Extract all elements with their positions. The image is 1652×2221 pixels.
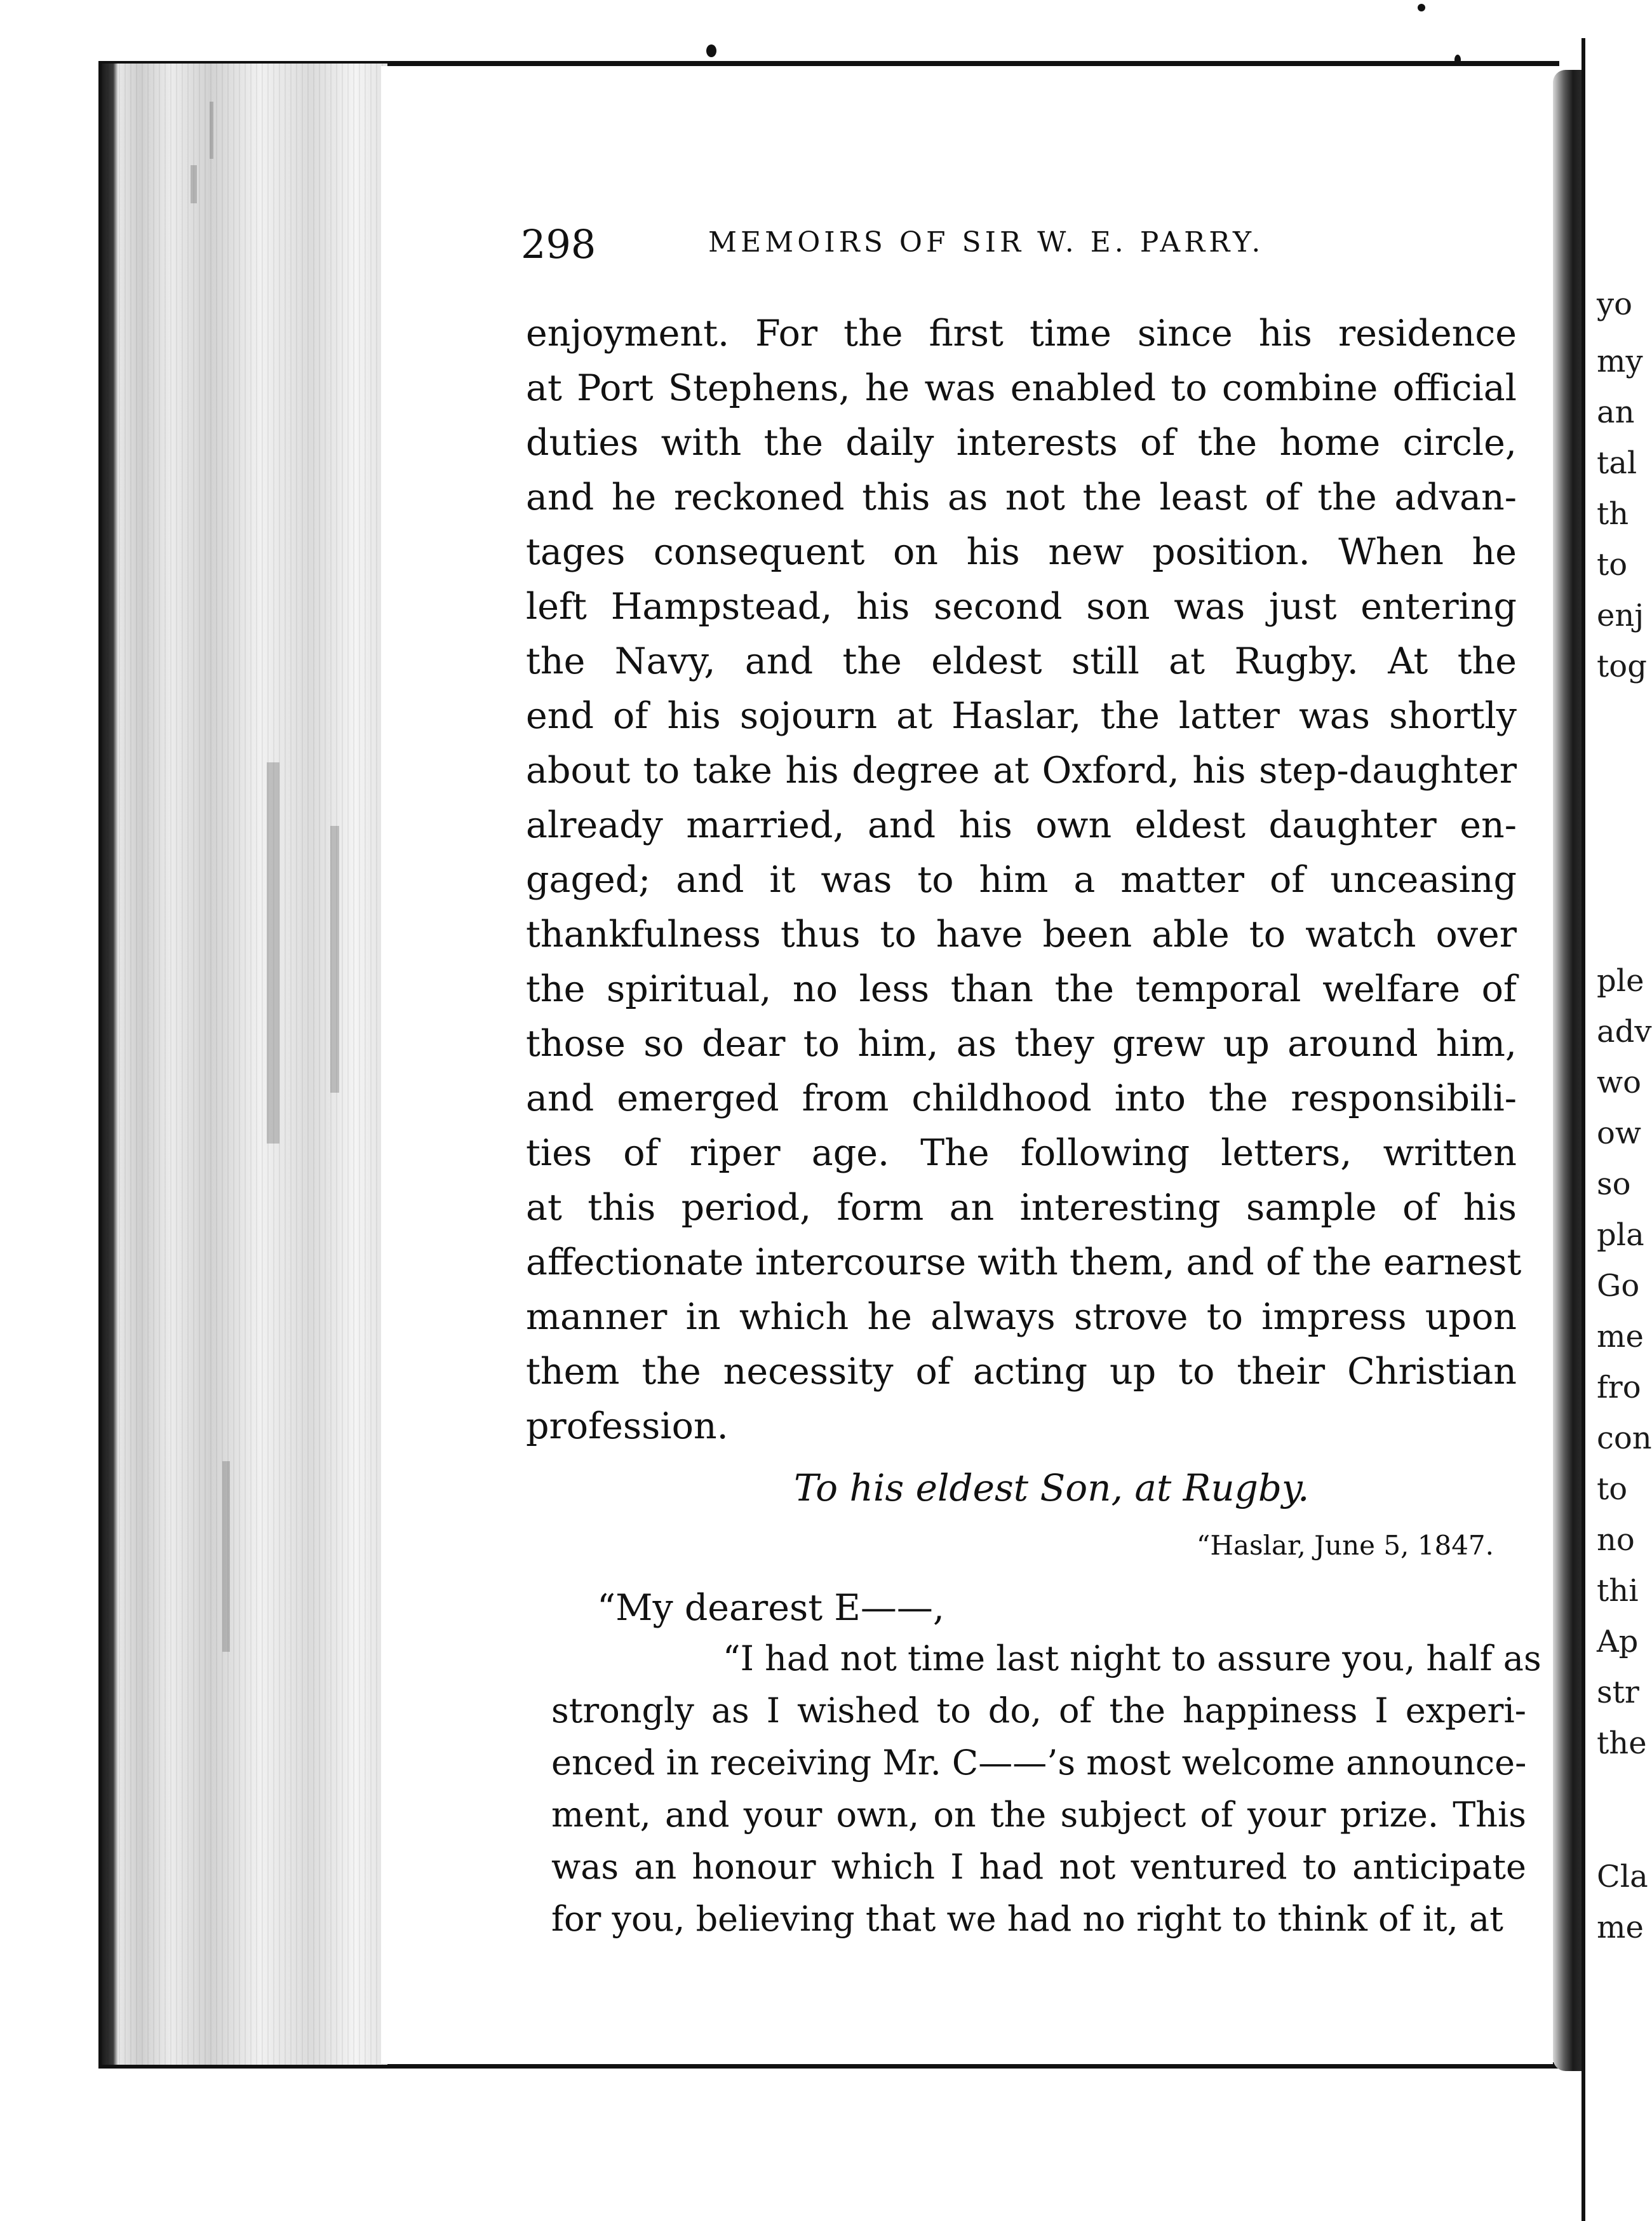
page-edge-mark [191, 165, 197, 203]
letter-line: “I had not time last night to assure you, half as [723, 1638, 1541, 1678]
text-line: the Navy, and the eldest still at Rugby. At the [526, 640, 1517, 682]
facing-page-text: no [1597, 1522, 1635, 1558]
facing-page-fragment [1581, 38, 1652, 2221]
text-line: ties of riper age. The following letters, written [526, 1132, 1517, 1174]
facing-page-text: to [1597, 1471, 1628, 1507]
text-line: at this period, form an interesting sample of his [526, 1187, 1517, 1229]
text-line: gaged; and it was to him a matter of unceasing [526, 859, 1517, 901]
running-title: MEMOIRS OF SIR W. E. PARRY. [708, 226, 1265, 259]
text-line: and emerged from childhood into the responsibili- [526, 1077, 1517, 1119]
text-line: duties with the daily interests of the home circle, [526, 422, 1517, 464]
scan-speck [706, 44, 716, 57]
facing-page-text: yo [1597, 287, 1633, 322]
text-line: profession. [526, 1405, 729, 1447]
text-line: thankfulness thus to have been able to watch over [526, 914, 1517, 955]
facing-page-text: wo [1597, 1065, 1641, 1100]
scan-speck [1418, 4, 1425, 11]
text-line: and he reckoned this as not the least of the advan- [526, 476, 1517, 518]
letter-heading: To his eldest Son, at Rugby. [794, 1466, 1310, 1509]
facing-page-text: to [1597, 547, 1628, 583]
facing-page-text: tal [1597, 445, 1637, 481]
body-text [526, 306, 1522, 1454]
facing-page-text: the [1597, 1725, 1647, 1761]
facing-page-text: so [1597, 1166, 1631, 1202]
page-number: 298 [521, 221, 596, 267]
text-line: enjoyment. For the first time since his residence [526, 313, 1517, 354]
facing-page-text: con [1597, 1421, 1652, 1456]
text-line: them the necessity of acting up to their Christian [526, 1351, 1517, 1393]
text-line: at Port Stephens, he was enabled to combine official [526, 367, 1517, 409]
page-edges [102, 64, 387, 2065]
letter-line: for you, believing that we had no right to think of it, at [551, 1899, 1503, 1939]
text-line: manner in which he always strove to impress upon [526, 1296, 1517, 1338]
facing-page-text: ow [1597, 1116, 1641, 1151]
letter-line: enced in receiving Mr. C——’s most welcome announce- [551, 1743, 1527, 1783]
facing-page-text: adv [1597, 1014, 1652, 1050]
facing-page-text: fro [1597, 1370, 1641, 1405]
facing-page-text: me [1597, 1319, 1644, 1354]
facing-page-text: th [1597, 496, 1629, 532]
text-line: about to take his degree at Oxford, his step-daughter [526, 750, 1517, 792]
page-edge-mark [267, 762, 279, 1144]
text-line: already married, and his own eldest daughter en- [526, 804, 1517, 846]
letter-dateline: “Haslar, June 5, 1847. [1196, 1530, 1494, 1561]
text-line: tages consequent on his new position. When he [526, 531, 1517, 573]
facing-page-text: ple [1597, 963, 1644, 999]
facing-page-text: me [1597, 1910, 1644, 1945]
text-line: left Hampstead, his second son was just entering [526, 586, 1517, 628]
scan-speck [1454, 55, 1461, 65]
facing-page-text: Ap [1597, 1624, 1639, 1659]
letter-line: was an honour which I had not ventured to anticipate [551, 1847, 1526, 1887]
text-line: end of his sojourn at Haslar, the latter was shortly [526, 695, 1517, 737]
facing-page-text: an [1597, 395, 1635, 430]
facing-page-text: thi [1597, 1573, 1639, 1609]
letter-salutation: “My dearest E——, [597, 1587, 945, 1629]
facing-page-text: str [1597, 1675, 1639, 1710]
facing-page-text: Cla [1597, 1859, 1648, 1894]
page-edge-mark [222, 1461, 230, 1652]
page-edge-mark [330, 826, 339, 1093]
book-gutter [1553, 70, 1581, 2071]
facing-page-text: tog [1597, 649, 1647, 684]
text-line: those so dear to him, as they grew up around him, [526, 1023, 1517, 1065]
running-head [521, 221, 1512, 272]
facing-page-text: Go [1597, 1268, 1640, 1304]
letter-line: ment, and your own, on the subject of your prize. This [551, 1795, 1526, 1835]
letter-line: strongly as I wished to do, of the happiness I experi- [551, 1691, 1526, 1731]
text-line: affectionate intercourse with them, and of the earnest [526, 1241, 1522, 1283]
page-edge-mark [210, 102, 213, 159]
facing-page-text: pla [1597, 1217, 1644, 1253]
text-line: the spiritual, no less than the temporal welfare of [526, 968, 1517, 1010]
letter-body [551, 1633, 1541, 1945]
facing-page-text: my [1597, 344, 1643, 379]
facing-page-text: enj [1597, 598, 1644, 633]
